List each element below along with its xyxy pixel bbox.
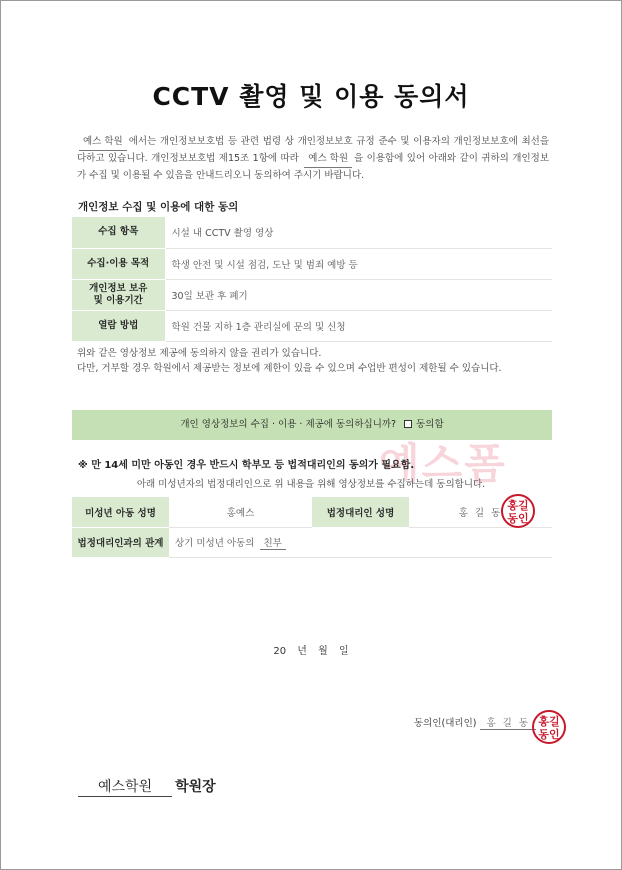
watermark: 예스폼 [379,439,507,488]
seal-line2: 동인 [538,728,560,741]
minor-warning: ※ 만 14세 미만 아동인 경우 반드시 학부모 등 법적대리인의 동의가 필요함. [78,460,415,471]
academy-name-blank-2[interactable]: 예스 학원 [304,151,352,168]
intro-text-part2: 을 이용함에 있어 아래와 같이 귀하의 개인정보가 수집 및 이용될 수 있음을 안내드리오니 동의하여 주시기 바랍니다. [77,153,549,181]
academy-signature [78,776,216,797]
table-row [72,279,552,310]
seal-stamp [532,710,566,744]
row-value: 시설 내 CCTV 촬영 영상 [165,217,552,248]
row-label [72,279,165,310]
signer-line [414,715,536,730]
row-label: 수집 항목 [72,217,165,248]
seal-stamp [501,494,535,528]
document-title: CCTV 촬영 및 이용 동의서 [152,82,470,111]
academy-sign-name[interactable]: 예스학원 [78,776,172,797]
rep-name-label: 법정대리인 성명 [312,497,409,527]
relation-value[interactable]: 친부 [260,535,286,550]
note-line2: 다만, 거부할 경우 학원에서 제공받는 정보에 제한이 있을 수 있으며 수업반 편성이 제한될 수 있습니다. [77,363,502,374]
row-label-line1: 개인정보 보유 [89,282,148,294]
intro-paragraph [77,134,549,184]
info-table [72,217,552,342]
child-name-label: 미성년 아동 성명 [72,497,169,527]
consent-question: 개인 영상정보의 수집 · 이용 · 제공에 동의하십니까? [180,419,397,430]
table-row [72,497,552,527]
academy-name-blank[interactable]: 예스 학원 [79,134,127,151]
table-row [72,527,552,557]
rep-name-field[interactable]: 홍 길 동 [409,497,552,527]
consent-checkbox[interactable] [404,420,412,428]
date-line[interactable]: 20 년 월 일 [273,646,349,657]
row-value: 학원 건물 지하 1층 관리실에 문의 및 신청 [165,310,552,341]
signer-name-field[interactable]: 홍 길 동 [480,715,536,730]
intro-text-part1: 에서는 개인정보보호법 등 관련 법령 상 개인정보보호 규정 준수 및 이용자의 개인정보보호에 최선을 다하고 있습니다. 개인정보보호법 제15조 1항에 따라 [77,136,549,164]
section-title: 개인정보 수집 및 이용에 대한 동의 [78,201,239,213]
row-value: 학생 안전 및 시설 점검, 도난 및 범죄 예방 등 [165,248,552,279]
row-value: 30일 보관 후 폐기 [165,279,552,310]
table-row [72,248,552,279]
row-label-line2: 및 이용기간 [93,294,143,306]
rights-note [77,346,502,376]
relation-label: 법정대리인과의 관계 [72,527,169,557]
consent-option-label[interactable]: 동의함 [416,419,444,430]
table-row [72,217,552,248]
academy-sign-role: 학원장 [175,779,216,795]
relation-prefix: 상기 미성년 아동의 [175,537,255,549]
guardian-table [72,497,552,558]
guardian-consent-text: 아래 미성년자의 법정대리인으로 위 내용을 위해 영상정보를 수집하는데 동의합니다. [136,479,486,490]
seal-line1: 홍길 [538,715,560,728]
relation-field [169,527,552,557]
row-label: 열람 방법 [72,310,165,341]
signer-label: 동의인(대리인) [414,718,477,729]
row-label: 수집·이용 목적 [72,248,165,279]
seal-line1: 홍길 [507,499,529,512]
seal-line2: 동인 [507,512,529,525]
table-row [72,310,552,341]
child-name-field[interactable]: 홍예스 [169,497,312,527]
note-line1: 위와 같은 영상정보 제공에 동의하지 않을 권리가 있습니다. [77,348,322,359]
